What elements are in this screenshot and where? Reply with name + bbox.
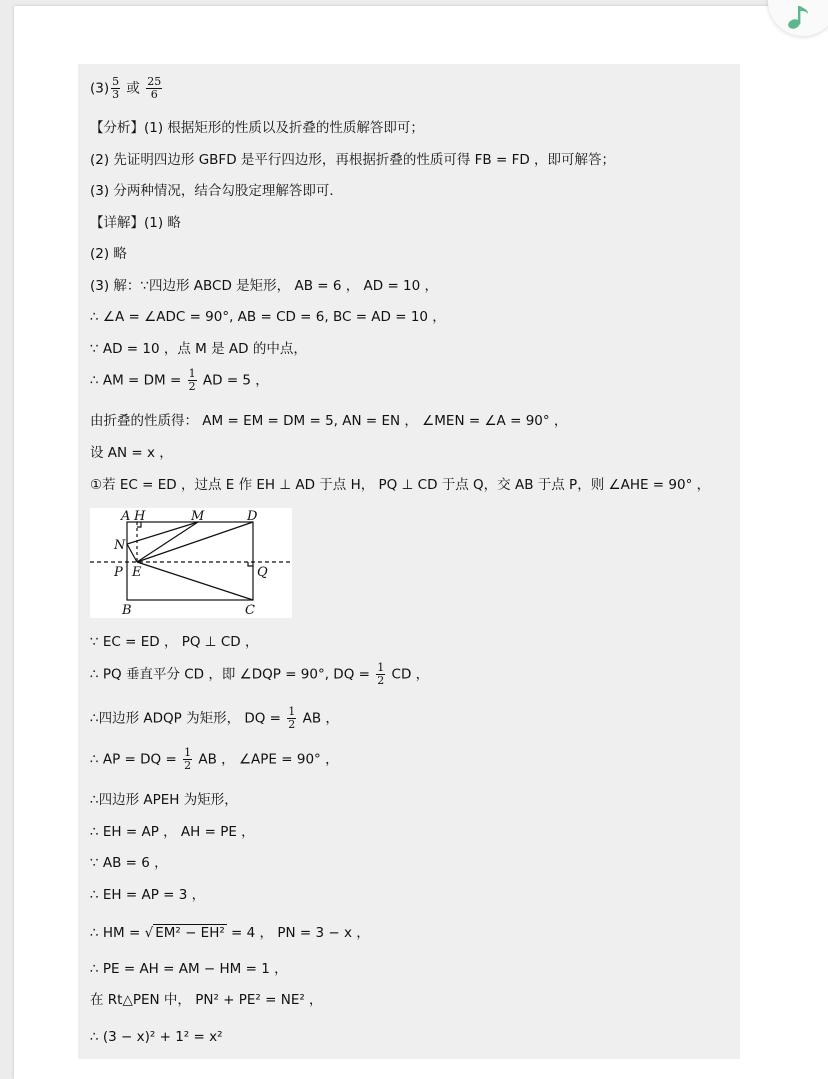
answer-3-line [90,76,164,101]
analysis-line-1: 【分析】(1) 根据矩形的性质以及折叠的性质解答即可； [90,120,424,136]
solution-line-11 [90,747,339,772]
analysis-line-2: (2) 先证明四边形 GBFD 是平行四边形，再根据折叠的性质可得 FB = FD ，即可解答； [90,152,616,168]
geometry-figure [90,508,292,618]
fraction-half [183,747,192,772]
label-a: A [121,509,131,524]
frac-den: 3 [112,88,120,101]
detail-line-1: 【详解】(1) 略 [90,215,181,231]
rect-abcd [127,522,253,600]
segment-nm [127,522,198,544]
expr-part: ∴四边形 ADQP 为矩形， DQ = [90,710,281,727]
label-d: D [247,509,258,524]
label-h: H [134,509,146,524]
or-word: 或 [126,80,140,97]
label-m: M [191,509,205,524]
fraction-5-3 [111,76,120,101]
segment-em [137,522,198,562]
expr-part: ∴ AM = DM = [90,372,182,389]
solution-line-14: ∵ AB = 6 ， [90,855,168,871]
label-n: N [114,538,126,553]
expr-part: ∴ HM = √ [90,925,154,941]
frac-den: 2 [377,674,385,687]
expr-part: ∴ AP = DQ = [90,751,177,768]
solution-line-3: ∵ AD = 10 ，点 M 是 AD 的中点， [90,341,307,357]
expr-part: = 4 ， PN = 3 − x ， [226,925,370,941]
solution-line-5: 由折叠的性质得： AM = EM = DM = 5, AN = EN ， ∠MEN = ∠A = 90° ， [90,413,568,429]
answer-prefix: (3) [90,80,110,97]
solution-line-13: ∴ EH = AP ， AH = PE ， [90,824,255,840]
solution-line-2: ∴ ∠A = ∠ADC = 90°, AB = CD = 6, BC = AD = 10 ， [90,309,446,325]
label-b: B [122,603,132,618]
expr-part: AB ， ∠APE = 90° ， [198,751,339,768]
segment-ne [127,544,137,562]
solution-line-18: 在 Rt△PEN 中， PN² + PE² = NE² ， [90,992,323,1008]
segment-ed [137,522,253,562]
frac-num: 1 [288,705,296,718]
fraction-half [287,706,296,731]
fraction-half [188,368,197,393]
label-e: E [132,565,142,580]
radicand: EM² − EH² [155,925,225,941]
frac-num: 1 [377,661,385,674]
label-p: P [114,565,123,580]
solution-line-10 [90,706,339,731]
frac-num: 25 [147,75,162,88]
solution-line-7: ①若 EC = ED ，过点 E 作 EH ⊥ AD 于点 H， PQ ⊥ CD 于点 Q，交 AB 于点 P，则 ∠AHE = 90° ， [90,477,711,493]
music-note-icon [786,4,812,30]
frac-num: 1 [188,367,196,380]
frac-num: 1 [184,746,192,759]
frac-den: 2 [188,380,196,393]
frac-num: 5 [112,75,120,88]
solution-line-4 [90,368,269,393]
expr-part: AD = 5 ， [202,372,269,389]
frac-den: 6 [150,88,158,101]
label-c: C [245,603,255,618]
detail-line-2: (2) 略 [90,246,127,262]
solution-line-17: ∴ PE = AH = AM − HM = 1 ， [90,961,288,977]
frac-den: 2 [288,718,296,731]
solution-line-12: ∴四边形 APEH 为矩形， [90,792,238,808]
frac-den: 2 [184,759,192,772]
expr-part: CD ， [391,666,430,683]
rectangle-fold-diagram [90,508,292,618]
solution-line-15: ∴ EH = AP = 3 ， [90,887,206,903]
solution-line-8: ∵ EC = ED ， PQ ⊥ CD ， [90,634,259,650]
segment-ec [137,562,253,600]
solution-line-9 [90,662,429,687]
solution-line-6: 设 AN = x ， [90,445,173,461]
solution-line-1: (3) 解：∵四边形 ABCD 是矩形， AB = 6 ， AD = 10 ， [90,278,439,294]
fraction-25-6 [146,76,162,101]
expr-part: AB ， [302,710,339,727]
label-q: Q [257,565,268,580]
analysis-line-3: (3) 分两种情况，结合勾股定理解答即可． [90,183,343,199]
floating-action-button[interactable] [768,0,828,36]
solution-line-16 [90,924,370,942]
solution-line-19: ∴ (3 − x)² + 1² = x² [90,1029,223,1045]
expr-part: ∴ PQ 垂直平分 CD ，即 ∠DQP = 90°, DQ = [90,666,370,683]
fraction-half [376,662,385,687]
